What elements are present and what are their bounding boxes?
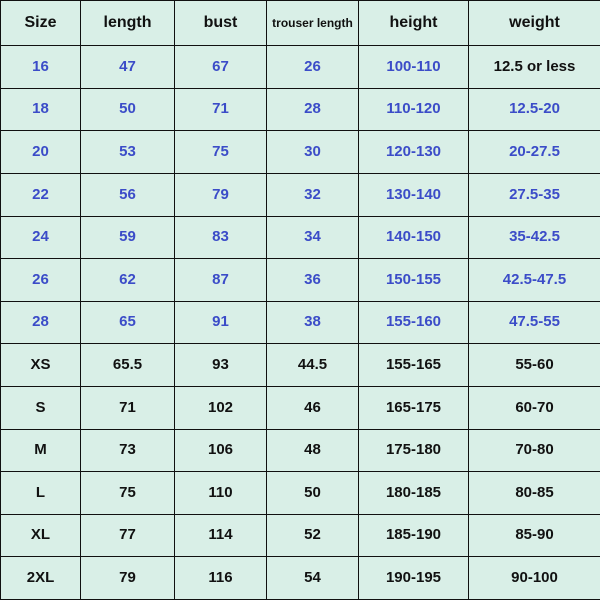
measurement-cell: 150-155 (359, 259, 469, 302)
measurement-cell: 26 (267, 46, 359, 89)
measurement-cell: 32 (267, 174, 359, 217)
measurement-cell: 114 (175, 514, 267, 557)
measurement-cell: 79 (175, 174, 267, 217)
measurement-cell: 90-100 (469, 557, 600, 600)
table-row (1, 429, 600, 472)
measurement-cell: 155-160 (359, 301, 469, 344)
measurement-cell: 70-80 (469, 429, 600, 472)
size-cell: 26 (1, 259, 81, 302)
measurement-cell: 116 (175, 557, 267, 600)
size-cell: 2XL (1, 557, 81, 600)
measurement-cell: 34 (267, 216, 359, 259)
table-row (1, 344, 600, 387)
measurement-cell: 73 (81, 429, 175, 472)
measurement-cell: 175-180 (359, 429, 469, 472)
measurement-cell: 87 (175, 259, 267, 302)
measurement-cell: 165-175 (359, 387, 469, 430)
measurement-cell: 79 (81, 557, 175, 600)
measurement-cell: 38 (267, 301, 359, 344)
measurement-cell: 91 (175, 301, 267, 344)
size-cell: S (1, 387, 81, 430)
measurement-cell: 53 (81, 131, 175, 174)
measurement-cell: 65.5 (81, 344, 175, 387)
size-cell: 18 (1, 88, 81, 131)
measurement-cell: 12.5 or less (469, 46, 600, 89)
measurement-cell: 12.5-20 (469, 88, 600, 131)
measurement-cell: 130-140 (359, 174, 469, 217)
measurement-cell: 44.5 (267, 344, 359, 387)
size-cell: 22 (1, 174, 81, 217)
measurement-cell: 59 (81, 216, 175, 259)
size-cell: XL (1, 514, 81, 557)
column-header: length (81, 1, 175, 46)
table-row (1, 472, 600, 515)
table-row (1, 301, 600, 344)
column-header: weight (469, 1, 600, 46)
measurement-cell: 55-60 (469, 344, 600, 387)
measurement-cell: 100-110 (359, 46, 469, 89)
measurement-cell: 75 (175, 131, 267, 174)
measurement-cell: 155-165 (359, 344, 469, 387)
measurement-cell: 47.5-55 (469, 301, 600, 344)
measurement-cell: 42.5-47.5 (469, 259, 600, 302)
measurement-cell: 83 (175, 216, 267, 259)
measurement-cell: 54 (267, 557, 359, 600)
measurement-cell: 120-130 (359, 131, 469, 174)
table-row (1, 88, 600, 131)
measurement-cell: 50 (267, 472, 359, 515)
measurement-cell: 28 (267, 88, 359, 131)
size-cell: 20 (1, 131, 81, 174)
size-cell: L (1, 472, 81, 515)
column-header: trouser length (267, 1, 359, 46)
measurement-cell: 75 (81, 472, 175, 515)
size-cell: 28 (1, 301, 81, 344)
measurement-cell: 110 (175, 472, 267, 515)
table-header-row (1, 1, 600, 46)
measurement-cell: 60-70 (469, 387, 600, 430)
measurement-cell: 180-185 (359, 472, 469, 515)
table-row (1, 514, 600, 557)
measurement-cell: 67 (175, 46, 267, 89)
measurement-cell: 35-42.5 (469, 216, 600, 259)
measurement-cell: 185-190 (359, 514, 469, 557)
measurement-cell: 30 (267, 131, 359, 174)
measurement-cell: 46 (267, 387, 359, 430)
table-row (1, 131, 600, 174)
measurement-cell: 20-27.5 (469, 131, 600, 174)
table-row (1, 46, 600, 89)
table-row (1, 387, 600, 430)
measurement-cell: 50 (81, 88, 175, 131)
measurement-cell: 140-150 (359, 216, 469, 259)
measurement-cell: 48 (267, 429, 359, 472)
size-cell: XS (1, 344, 81, 387)
measurement-cell: 102 (175, 387, 267, 430)
table-row (1, 259, 600, 302)
measurement-cell: 62 (81, 259, 175, 302)
measurement-cell: 71 (175, 88, 267, 131)
column-header: height (359, 1, 469, 46)
measurement-cell: 52 (267, 514, 359, 557)
measurement-cell: 93 (175, 344, 267, 387)
table-row (1, 216, 600, 259)
size-cell: 16 (1, 46, 81, 89)
measurement-cell: 80-85 (469, 472, 600, 515)
measurement-cell: 85-90 (469, 514, 600, 557)
measurement-cell: 47 (81, 46, 175, 89)
measurement-cell: 56 (81, 174, 175, 217)
column-header: bust (175, 1, 267, 46)
table-row (1, 557, 600, 600)
size-cell: 24 (1, 216, 81, 259)
measurement-cell: 71 (81, 387, 175, 430)
size-cell: M (1, 429, 81, 472)
measurement-cell: 36 (267, 259, 359, 302)
measurement-cell: 77 (81, 514, 175, 557)
size-chart-body (1, 1, 600, 600)
table-row (1, 174, 600, 217)
measurement-cell: 190-195 (359, 557, 469, 600)
measurement-cell: 110-120 (359, 88, 469, 131)
measurement-cell: 65 (81, 301, 175, 344)
measurement-cell: 27.5-35 (469, 174, 600, 217)
column-header: Size (1, 1, 81, 46)
measurement-cell: 106 (175, 429, 267, 472)
